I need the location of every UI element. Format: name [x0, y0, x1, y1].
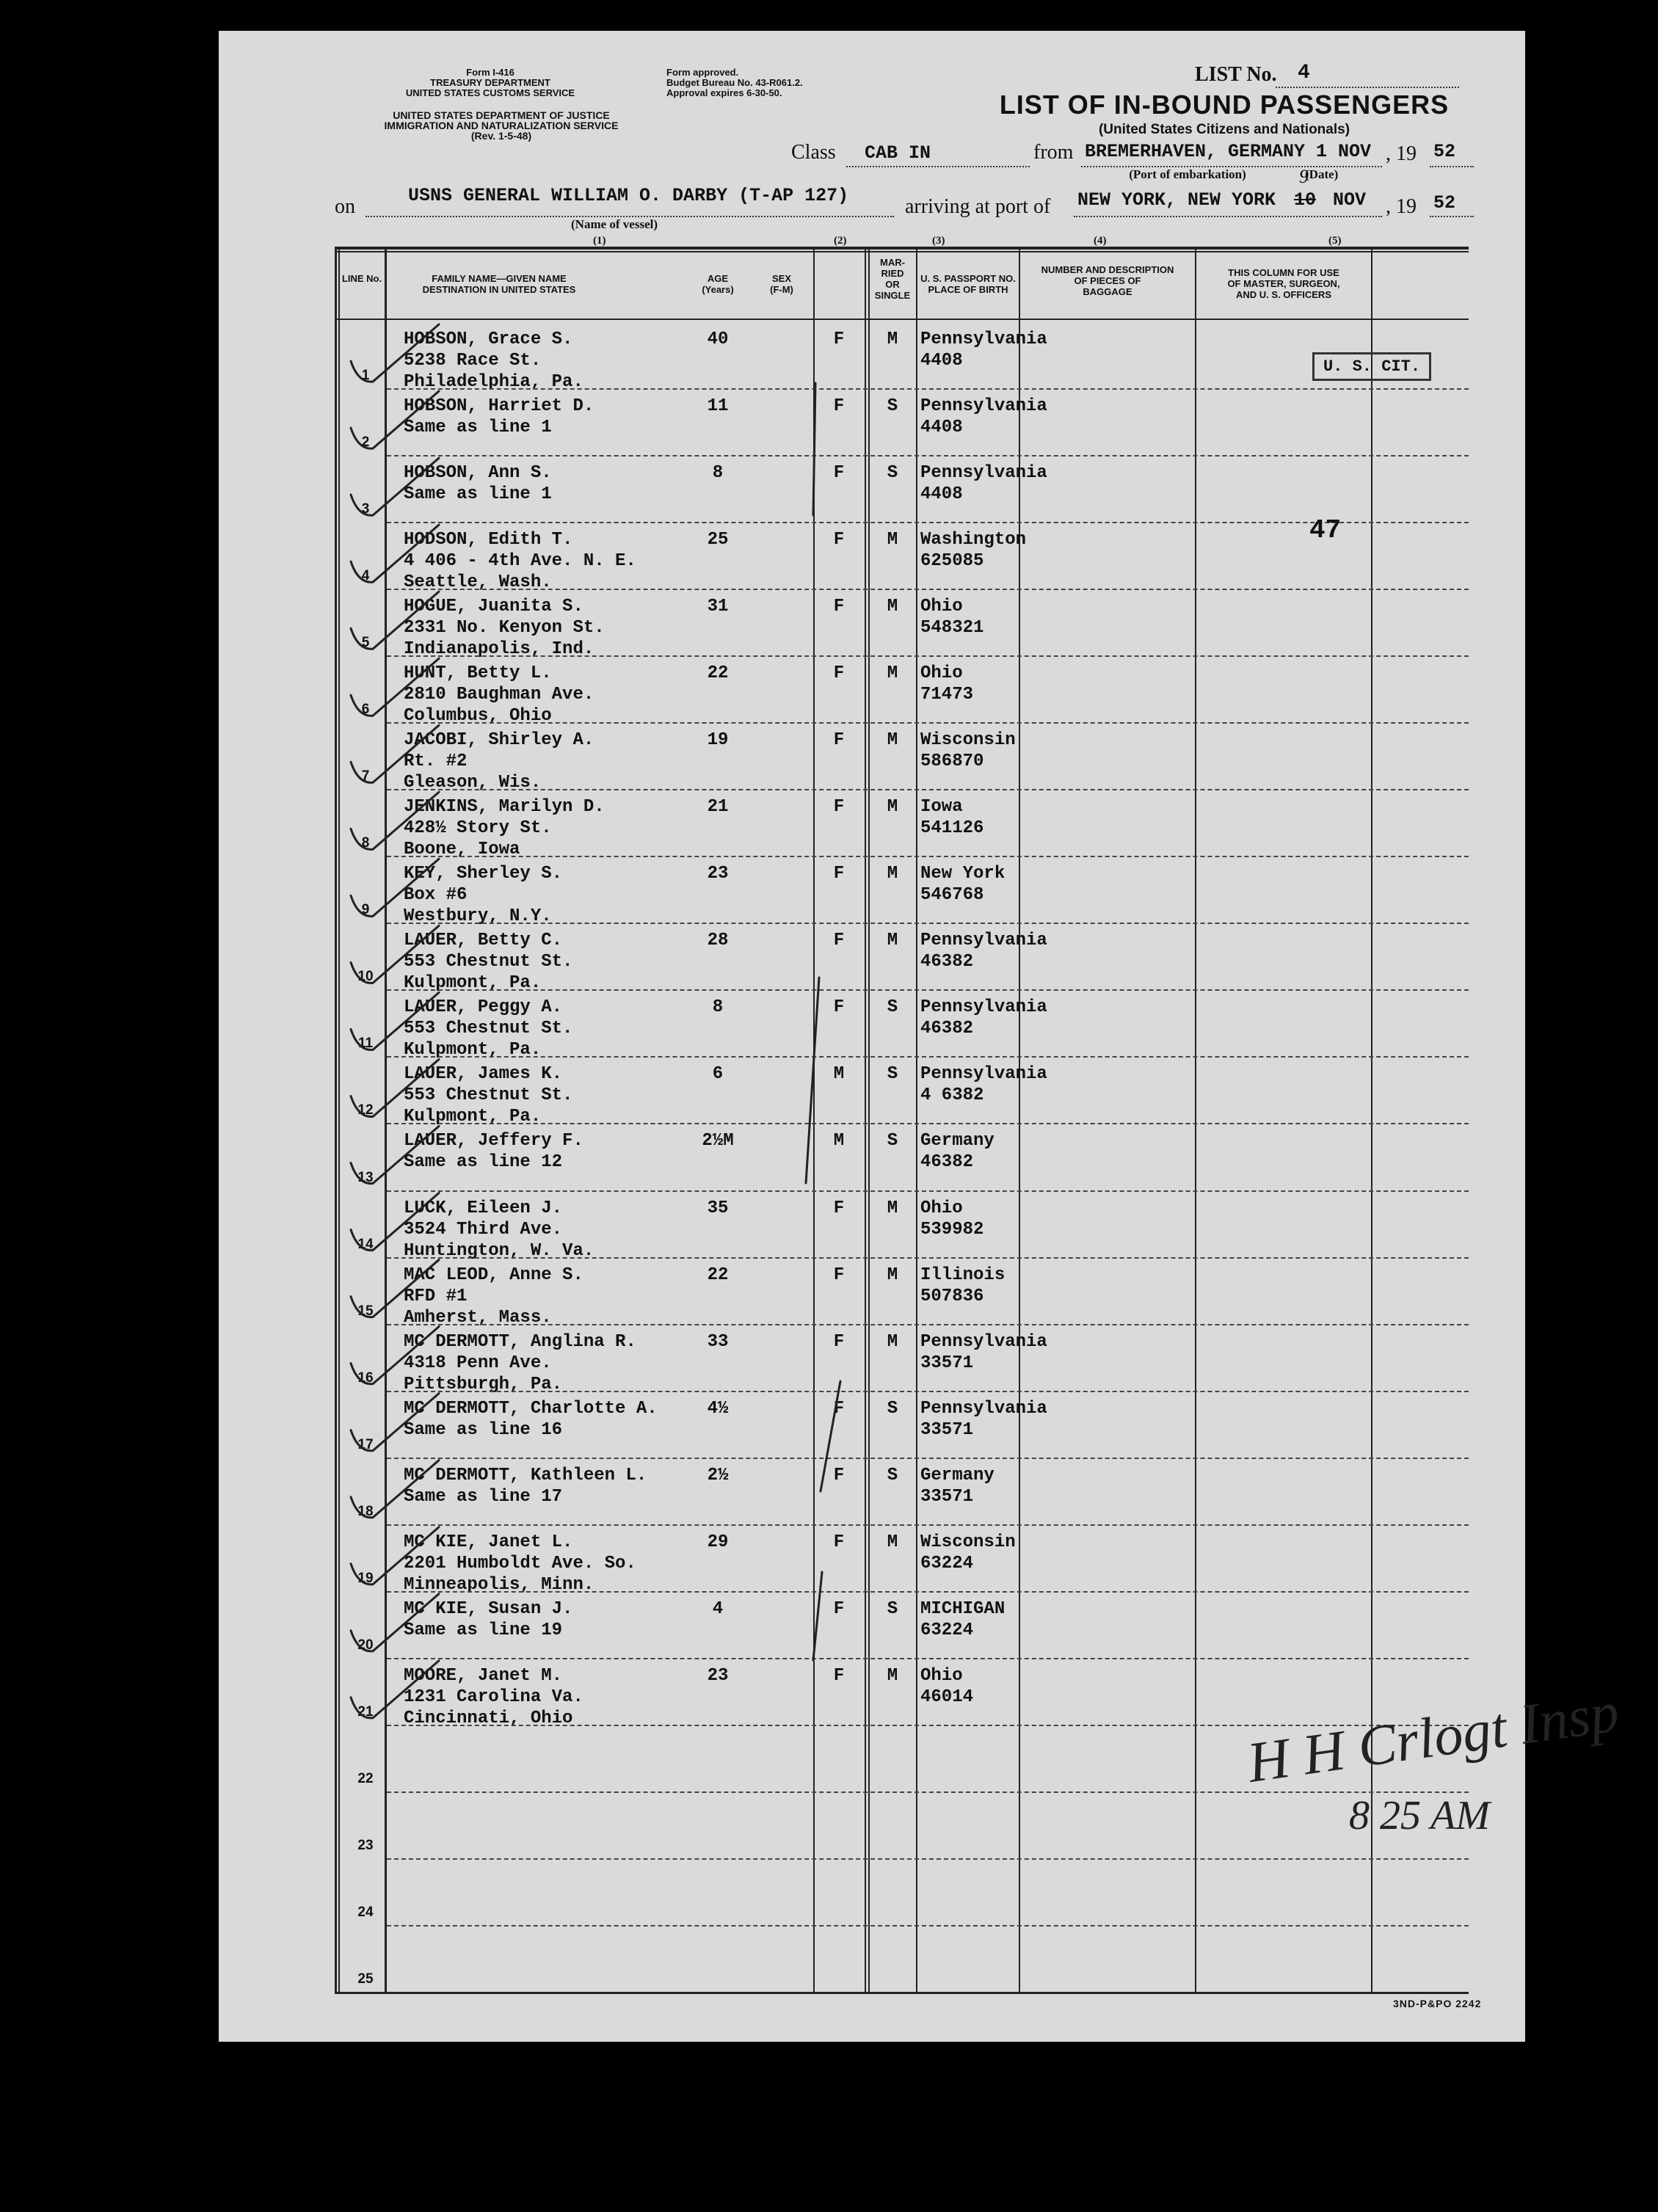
- line-number: 5: [361, 635, 370, 651]
- arrival-day-struck: 10: [1294, 189, 1317, 211]
- line-number: 10: [357, 969, 374, 985]
- passenger-sex: F: [833, 730, 845, 751]
- arrival-port: NEW YORK, NEW YORK: [1077, 189, 1276, 211]
- passenger-age: 2½M: [702, 1131, 734, 1152]
- header-age: AGE (Years): [702, 273, 734, 295]
- passenger-passport-birthplace: Ohio 46014: [920, 1665, 974, 1707]
- port-embark-caption: (Port of embarkation): [1129, 167, 1246, 181]
- passenger-marital-status: S: [887, 1064, 898, 1085]
- vessel-caption: (Name of vessel): [571, 217, 658, 231]
- passenger-age: 2½: [707, 1465, 729, 1485]
- passenger-passport-birthplace: Pennsylvania 4408: [920, 463, 1047, 505]
- check-mark: [351, 1394, 439, 1451]
- from-label: from: [1033, 141, 1074, 164]
- header-line-no: LINE No.: [341, 273, 382, 284]
- passenger-name-address: KEY, Sherley S. Box #6 Westbury, N.Y.: [404, 864, 563, 927]
- form-number-block: [380, 68, 600, 98]
- passenger-sex: F: [833, 1465, 845, 1485]
- passenger-sex: F: [833, 1598, 845, 1619]
- passenger-sex: F: [833, 663, 845, 684]
- passenger-passport-birthplace: Ohio 539982: [920, 1198, 984, 1240]
- passenger-name-address: MC DERMOTT, Anglina R. 4318 Penn Ave. Pittsburgh, Pa.: [404, 1331, 636, 1394]
- check-mark: [351, 458, 439, 515]
- passenger-name-address: HOBSON, Harriet D. Same as line 1: [404, 396, 595, 438]
- line-number: 3: [361, 501, 370, 517]
- passenger-sex: F: [833, 330, 845, 349]
- line-number: 20: [357, 1637, 374, 1653]
- check-mark: [351, 592, 439, 649]
- passenger-marital-status: M: [887, 1331, 898, 1352]
- treasury-dept: TREASURY DEPARTMENT: [430, 77, 550, 88]
- passenger-passport-birthplace: Illinois 507836: [920, 1265, 1006, 1306]
- passenger-passport-birthplace: Wisconsin 63224: [920, 1532, 1016, 1573]
- header-name: FAMILY NAME—GIVEN NAME DESTINATION IN UNITED STATES: [422, 273, 576, 295]
- passenger-age: 40: [707, 330, 729, 349]
- passenger-passport-birthplace: New York 546768: [920, 864, 1006, 906]
- passenger-passport-birthplace: Germany 33571: [920, 1465, 995, 1507]
- passenger-name-address: JENKINS, Marilyn D. 428½ Story St. Boone, Iowa: [404, 797, 605, 860]
- passenger-name-address: LAUER, Jeffery F. Same as line 12: [404, 1131, 583, 1173]
- passenger-name-address: LUCK, Eileen J. 3524 Third Ave. Huntington, W. Va.: [404, 1198, 595, 1261]
- passenger-marital-status: M: [887, 1265, 898, 1285]
- line-number: 12: [357, 1102, 374, 1118]
- officer-count: 47: [1309, 515, 1342, 545]
- approval-line: Budget Bureau No. 43-R061.2.: [666, 77, 803, 88]
- passenger-marital-status: M: [887, 864, 898, 884]
- passenger-sex: F: [833, 1532, 845, 1552]
- on-label: on: [335, 195, 355, 218]
- passenger-name-address: MOORE, Janet M. 1231 Carolina Va. Cincinnati, Ohio: [404, 1665, 583, 1728]
- vessel-name: USNS GENERAL WILLIAM O. DARBY (T-AP 127): [408, 185, 849, 206]
- passenger-sex: F: [833, 1198, 845, 1218]
- passenger-age: 31: [707, 597, 729, 617]
- check-mark: [351, 1527, 439, 1585]
- passenger-age: 4: [712, 1598, 724, 1619]
- col-number: (3): [932, 235, 945, 247]
- passenger-passport-birthplace: Pennsylvania 4 6382: [920, 1064, 1047, 1106]
- passenger-name-address: MC DERMOTT, Charlotte A. Same as line 16: [404, 1398, 658, 1440]
- list-no-underline: [1276, 87, 1459, 88]
- check-mark: [351, 859, 439, 916]
- check-mark: [351, 1193, 439, 1251]
- col-number: (2): [834, 235, 847, 247]
- passenger-name-address: HOGUE, Juanita S. 2331 No. Kenyon St. Indianapolis, Ind.: [404, 597, 605, 660]
- header-baggage: NUMBER AND DESCRIPTION OF PIECES OF BAGGAGE: [1041, 264, 1174, 297]
- passenger-sex: F: [833, 396, 845, 417]
- from-value: BREMERHAVEN, GERMANY 1 NOV: [1085, 141, 1372, 162]
- line-number: 8: [361, 835, 370, 851]
- passenger-marital-status: S: [887, 1598, 898, 1619]
- line-number: 18: [357, 1503, 374, 1519]
- passenger-sex: M: [833, 1131, 845, 1152]
- line-number: 16: [357, 1369, 374, 1386]
- passenger-passport-birthplace: Pennsylvania 46382: [920, 931, 1047, 972]
- passenger-marital-status: S: [887, 1465, 898, 1485]
- passenger-name-address: LAUER, Betty C. 553 Chestnut St. Kulpmont, Pa.: [404, 931, 573, 994]
- arrival-day-corrected: 9: [1299, 166, 1309, 187]
- passenger-passport-birthplace: Ohio 71473: [920, 663, 974, 705]
- passenger-age: 22: [707, 663, 729, 684]
- passenger-name-address: MC KIE, Susan J. Same as line 19: [404, 1598, 573, 1640]
- tally-mark: [806, 978, 819, 1183]
- header-officers: THIS COLUMN FOR USE OF MASTER, SURGEON, AND U. S. OFFICERS: [1227, 267, 1340, 300]
- col-divider: [1195, 247, 1196, 1993]
- passenger-age: 29: [707, 1532, 729, 1552]
- check-mark: [351, 1059, 439, 1116]
- passenger-age: 6: [712, 1064, 724, 1085]
- passenger-marital-status: S: [887, 997, 898, 1018]
- table-top-rule: [335, 247, 1469, 250]
- header-passport: U. S. PASSPORT NO. PLACE OF BIRTH: [920, 273, 1016, 295]
- class-label: Class: [791, 141, 836, 164]
- passenger-passport-birthplace: Pennsylvania 33571: [920, 1398, 1047, 1440]
- passenger-marital-status: M: [887, 1665, 898, 1686]
- check-mark: [351, 391, 439, 448]
- passenger-passport-birthplace: Washington 625085: [920, 530, 1027, 572]
- passenger-passport-birthplace: Germany 46382: [920, 1131, 995, 1173]
- passenger-name-address: JACOBI, Shirley A. Rt. #2 Gleason, Wis.: [404, 730, 595, 793]
- passenger-age: 33: [707, 1331, 729, 1352]
- header-married: MAR- RIED OR SINGLE: [874, 257, 911, 301]
- passenger-sex: F: [833, 530, 845, 550]
- row-divider: [387, 1858, 1469, 1860]
- passenger-passport-birthplace: Pennsylvania 33571: [920, 1331, 1047, 1373]
- approval-line: Approval expires 6-30-50.: [666, 87, 782, 98]
- passenger-sex: F: [833, 797, 845, 818]
- tally-mark: [813, 1572, 822, 1660]
- check-mark: [351, 1260, 439, 1317]
- passenger-passport-birthplace: Wisconsin 586870: [920, 730, 1016, 772]
- col-number: (1): [593, 235, 606, 247]
- check-mark: [351, 792, 439, 849]
- passenger-name-address: LAUER, James K. 553 Chestnut St. Kulpmont, Pa.: [404, 1064, 573, 1127]
- passenger-name-address: MC DERMOTT, Kathleen L. Same as line 17: [404, 1465, 647, 1507]
- check-marks: [329, 317, 549, 1785]
- passenger-name-address: HOBSON, Grace S. 5238 Race St. Philadelphia, Pa.: [404, 330, 583, 392]
- passenger-name-address: HUNT, Betty L. 2810 Baughman Ave. Columbus, Ohio: [404, 663, 595, 727]
- check-mark: [351, 658, 439, 716]
- class-value: CAB IN: [865, 142, 931, 164]
- doj-line: UNITED STATES DEPARTMENT OF JUSTICE: [393, 109, 610, 121]
- passenger-passport-birthplace: Pennsylvania 46382: [920, 997, 1047, 1039]
- passenger-marital-status: S: [887, 396, 898, 417]
- year-underline: [1430, 166, 1474, 167]
- passenger-sex: F: [833, 931, 845, 951]
- check-mark: [351, 1594, 439, 1651]
- passenger-age: 22: [707, 1265, 729, 1285]
- tally-mark: [821, 1381, 840, 1491]
- line-number: 4: [361, 568, 370, 584]
- page-title: LIST OF IN-BOUND PASSENGERS: [999, 90, 1450, 120]
- line-number: 24: [357, 1904, 374, 1920]
- tally-marks: [659, 368, 1099, 1733]
- year2-underline: [1430, 216, 1474, 217]
- time-note: 8 25 AM: [1349, 1793, 1490, 1838]
- citizen-stamp: U. S. CIT.: [1312, 352, 1431, 381]
- passenger-passport-birthplace: Pennsylvania 4408: [920, 330, 1047, 371]
- passenger-marital-status: M: [887, 330, 898, 349]
- footer-code: 3ND-P&PO 2242: [1393, 1998, 1482, 2009]
- check-mark: [351, 1460, 439, 1518]
- passenger-marital-status: S: [887, 463, 898, 484]
- line-number: 2: [361, 434, 370, 451]
- year-prefix-2: , 19: [1386, 195, 1417, 218]
- passenger-sex: F: [833, 1665, 845, 1686]
- header-sex: SEX (F-M): [770, 273, 793, 295]
- passenger-age: 21: [707, 797, 729, 818]
- passenger-passport-birthplace: Ohio 548321: [920, 597, 984, 639]
- table-bottom-rule: [335, 1992, 1469, 1994]
- line-number: 11: [357, 1036, 374, 1052]
- table-top-rule: [335, 251, 1469, 252]
- passenger-age: 4½: [707, 1398, 729, 1419]
- passenger-passport-birthplace: Iowa 541126: [920, 797, 984, 839]
- line-number: 6: [361, 702, 370, 718]
- tally-mark: [813, 383, 815, 515]
- passenger-age: 11: [707, 396, 729, 417]
- passenger-sex: F: [833, 1398, 845, 1419]
- passenger-age: 28: [707, 931, 729, 951]
- passenger-marital-status: M: [887, 663, 898, 684]
- approval-block: [666, 68, 887, 98]
- passenger-sex: F: [833, 997, 845, 1018]
- passenger-marital-status: M: [887, 597, 898, 617]
- passenger-marital-status: S: [887, 1398, 898, 1419]
- year-2: 52: [1433, 192, 1456, 214]
- line-number: 22: [357, 1770, 374, 1786]
- ins-line: IMMIGRATION AND NATURALIZATION SERVICE: [384, 120, 619, 131]
- col-number: (5): [1328, 235, 1342, 247]
- passenger-name-address: MC KIE, Janet L. 2201 Humboldt Ave. So. Minneapolis, Minn.: [404, 1532, 636, 1595]
- line-number: 19: [357, 1570, 374, 1586]
- passenger-name-address: HODSON, Edith T. 4 406 - 4th Ave. N. E. Seattle, Wash.: [404, 530, 636, 593]
- line-number: 9: [361, 902, 370, 918]
- line-number: 1: [361, 368, 370, 384]
- doj-block: [336, 110, 666, 141]
- passenger-name-address: LAUER, Peggy A. 553 Chestnut St. Kulpmont, Pa.: [404, 997, 573, 1060]
- check-mark: [351, 1327, 439, 1384]
- passenger-age: 25: [707, 530, 729, 550]
- passenger-marital-status: M: [887, 1532, 898, 1552]
- passenger-age: 35: [707, 1198, 729, 1218]
- passenger-marital-status: M: [887, 530, 898, 550]
- approval-line: Form approved.: [666, 67, 739, 78]
- line-number: 15: [357, 1303, 374, 1319]
- passenger-age: 23: [707, 864, 729, 884]
- passenger-passport-birthplace: Pennsylvania 4408: [920, 396, 1047, 438]
- year-prefix-1: , 19: [1386, 142, 1417, 165]
- passenger-marital-status: M: [887, 931, 898, 951]
- passenger-passport-birthplace: MICHIGAN 63224: [920, 1598, 1006, 1640]
- passenger-sex: F: [833, 864, 845, 884]
- passenger-sex: F: [833, 597, 845, 617]
- col-number: (4): [1094, 235, 1107, 247]
- line-number: 13: [357, 1169, 374, 1185]
- passenger-name-address: HOBSON, Ann S. Same as line 1: [404, 463, 552, 505]
- list-no-value: 4: [1298, 62, 1310, 84]
- customs-service: UNITED STATES CUSTOMS SERVICE: [405, 87, 575, 98]
- class-underline: [846, 166, 1030, 167]
- passenger-age: 8: [712, 463, 724, 484]
- arrival-underline: [1074, 216, 1382, 217]
- year-1: 52: [1433, 141, 1456, 162]
- check-mark: [351, 925, 439, 983]
- passenger-age: 8: [712, 997, 724, 1018]
- passenger-marital-status: M: [887, 730, 898, 751]
- passenger-sex: M: [833, 1064, 845, 1085]
- line-number: 25: [357, 1971, 374, 1987]
- passenger-sex: F: [833, 463, 845, 484]
- line-number: 17: [357, 1436, 374, 1452]
- passenger-name-address: MAC LEOD, Anne S. RFD #1 Amherst, Mass.: [404, 1265, 583, 1328]
- date-caption: (Date): [1305, 167, 1339, 181]
- line-number: 7: [361, 768, 370, 785]
- check-mark: [351, 525, 439, 582]
- line-number: 23: [357, 1837, 374, 1853]
- rev-line: (Rev. 1-5-48): [470, 130, 532, 142]
- inspector-signature: H H Crlogt Insp: [1243, 1678, 1623, 1795]
- line-number: 14: [357, 1236, 374, 1252]
- passenger-sex: F: [833, 1265, 845, 1285]
- check-mark: [351, 1661, 439, 1718]
- row-divider: [387, 1791, 1469, 1793]
- check-mark: [351, 1126, 439, 1183]
- passenger-age: 19: [707, 730, 729, 751]
- check-mark: [351, 324, 439, 382]
- arriving-label: arriving at port of: [905, 195, 1051, 218]
- row-divider: [387, 1925, 1469, 1927]
- page-subtitle: (United States Citizens and Nationals): [1098, 122, 1350, 137]
- passenger-sex: F: [833, 1331, 845, 1352]
- passenger-marital-status: M: [887, 797, 898, 818]
- list-no-label: LIST No.: [1195, 63, 1277, 86]
- passenger-marital-status: M: [887, 1198, 898, 1218]
- passenger-marital-status: S: [887, 1131, 898, 1152]
- arrival-month: NOV: [1333, 189, 1367, 211]
- check-mark: [351, 992, 439, 1049]
- line-number: 21: [357, 1703, 374, 1720]
- manifest-page: [219, 31, 1623, 2042]
- passenger-age: 23: [707, 1665, 729, 1686]
- form-number: Form I-416: [466, 67, 515, 78]
- check-mark: [351, 725, 439, 782]
